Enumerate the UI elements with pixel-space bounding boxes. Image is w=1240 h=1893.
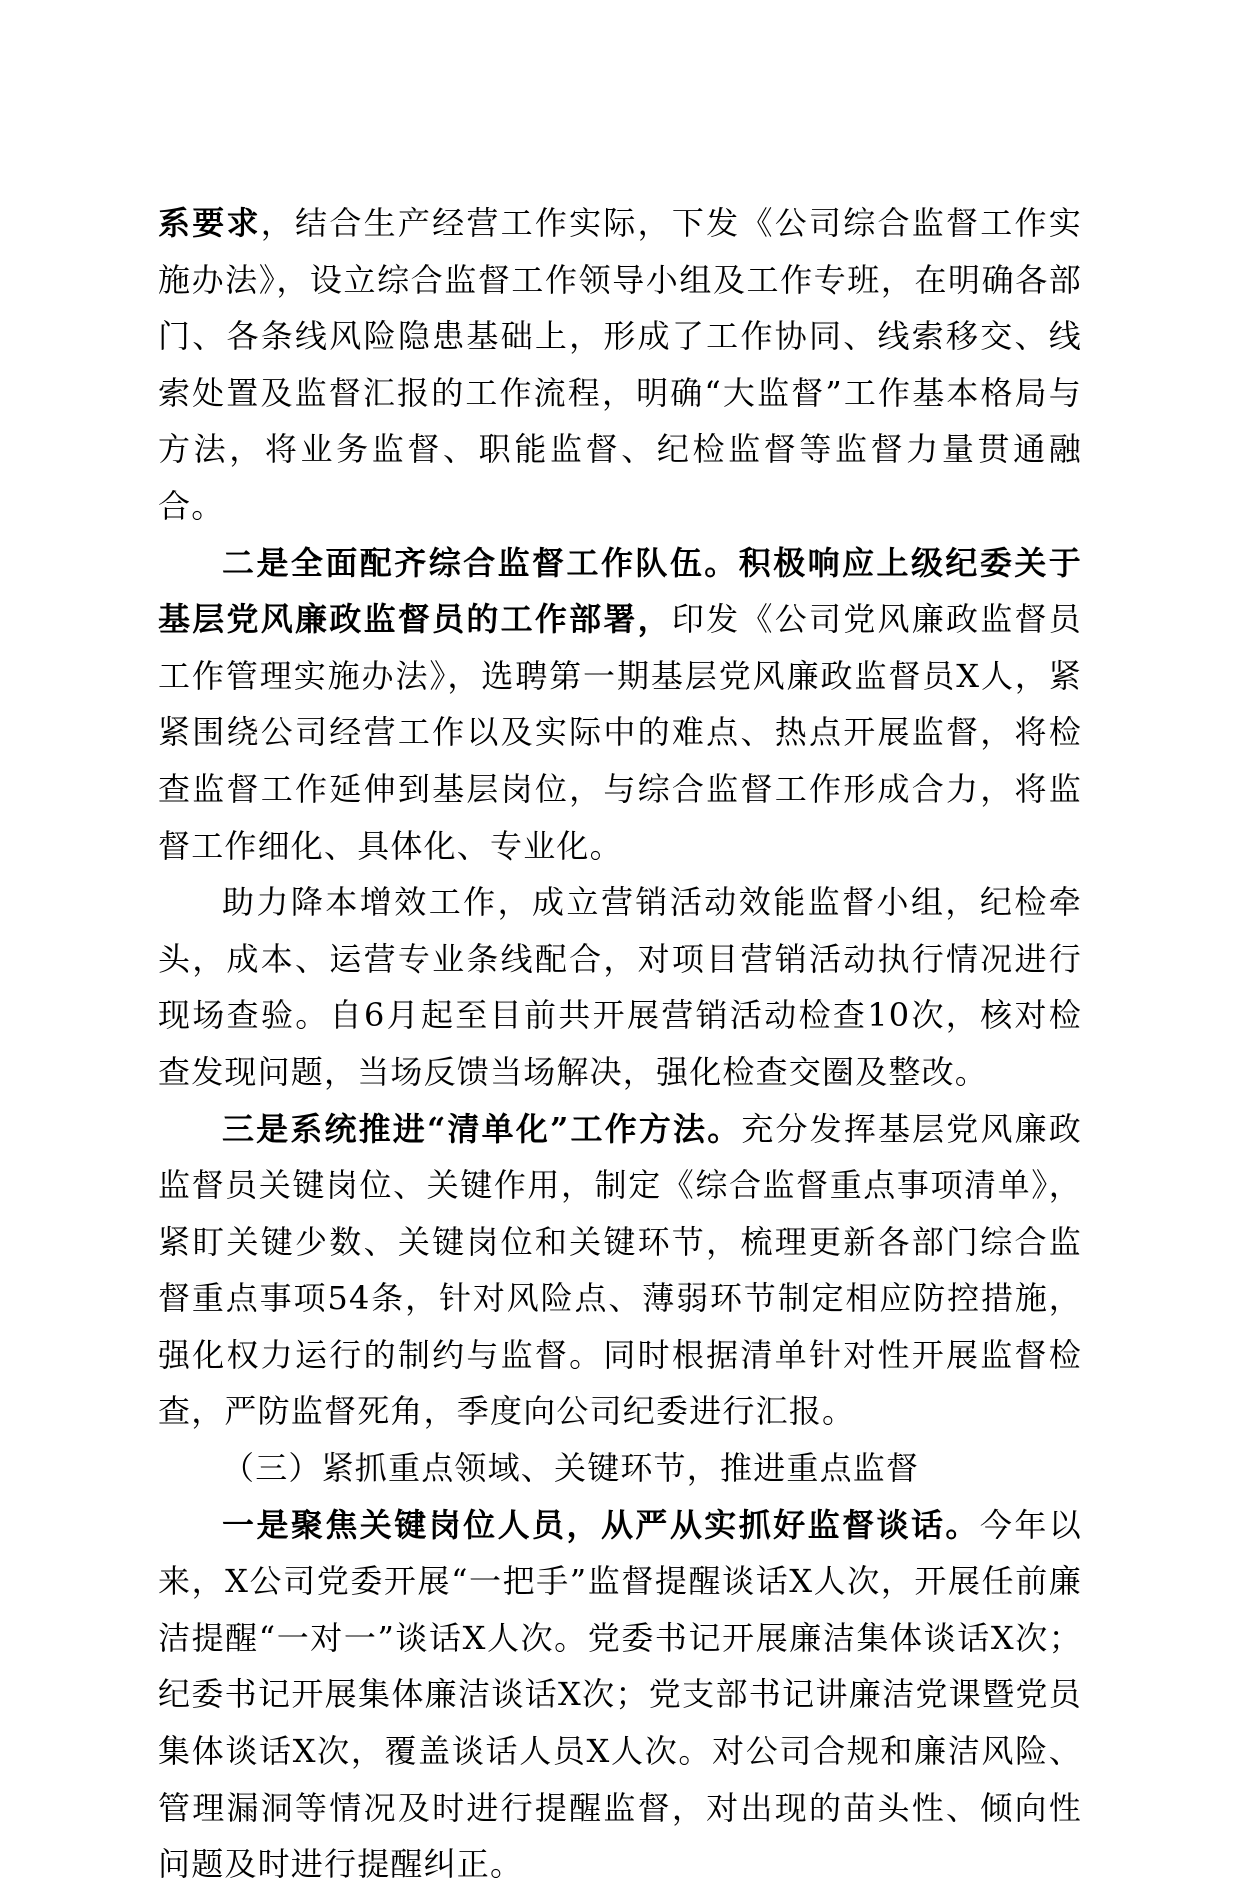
paragraph-continuation bbox=[158, 195, 1082, 535]
paragraph-text: 今年以来，X公司党委开展“一把手”监督提醒谈话X人次，开展任前廉洁提醒“一对一”谈话X人次。党委书记开展廉洁集体谈话X次；纪委书记开展集体廉洁谈话X次；党支部书记讲廉洁党课暨党员集体谈话X次，覆盖谈话人员X人次。对公司合规和廉洁风险、管理漏洞等情况及时进行提醒监督，对出现的苗头性、倾向性问题及时进行提醒纠正。 bbox=[158, 1505, 1082, 1884]
paragraph-text: 充分发挥基层党风廉政监督员关键岗位、关键作用，制定《综合监督重点事项清单》，紧盯关键少数、关键岗位和关键环节，梳理更新各部门综合监督重点事项54条，针对风险点、薄弱环节制定相应防控措施，强化权力运行的制约与监督。同时根据清单针对性开展监督检查，严防监督死角，季度向公司纪委进行汇报。 bbox=[158, 1109, 1082, 1431]
paragraph-point-two bbox=[158, 535, 1082, 875]
section-heading: （三）紧抓重点领域、关键环节，推进重点监督 bbox=[222, 1449, 920, 1488]
paragraph-point-one bbox=[158, 1497, 1082, 1893]
bold-lead: 一是聚焦关键岗位人员，从严从实抓好监督谈话。 bbox=[222, 1505, 980, 1544]
paragraph-text: 助力降本增效工作，成立营销活动效能监督小组，纪检牵头，成本、运营专业条线配合，对项目营销活动执行情况进行现场查验。自6月起至目前共开展营销活动检查10次，核对检查发现问题，当场反馈当场解决，强化检查交圈及整改。 bbox=[158, 883, 1082, 1091]
bold-lead: 三是系统推进“清单化”工作方法。 bbox=[222, 1109, 742, 1148]
bold-lead: 系要求 bbox=[158, 204, 261, 242]
paragraph-text: 印发《公司党风廉政监督员工作管理实施办法》，选聘第一期基层党风廉政监督员X人，紧紧围绕公司经营工作以及实际中的难点、热点开展监督，将检查监督工作延伸到基层岗位，与综合监督工作形成合力，将监督工作细化、具体化、专业化。 bbox=[158, 600, 1082, 865]
paragraph-text: ，结合生产经营工作实际，下发《公司综合监督工作实施办法》，设立综合监督工作领导小组及工作专班，在明确各部门、各条线风险隐患基础上，形成了工作协同、线索移交、线索处置及监督汇报的工作流程，明确“大监督”工作基本格局与方法，将业务监督、职能监督、纪检监督等监督力量贯通融合。 bbox=[158, 204, 1082, 525]
paragraph-point-three bbox=[158, 1101, 1082, 1441]
bold-lead: 二是全面配齐综合监督工作队伍。积极响应上级纪委关于基层党风廉政监督员的工作部署， bbox=[158, 543, 1082, 639]
paragraph-cost-reduction bbox=[158, 874, 1082, 1100]
document-page bbox=[158, 195, 1082, 1893]
